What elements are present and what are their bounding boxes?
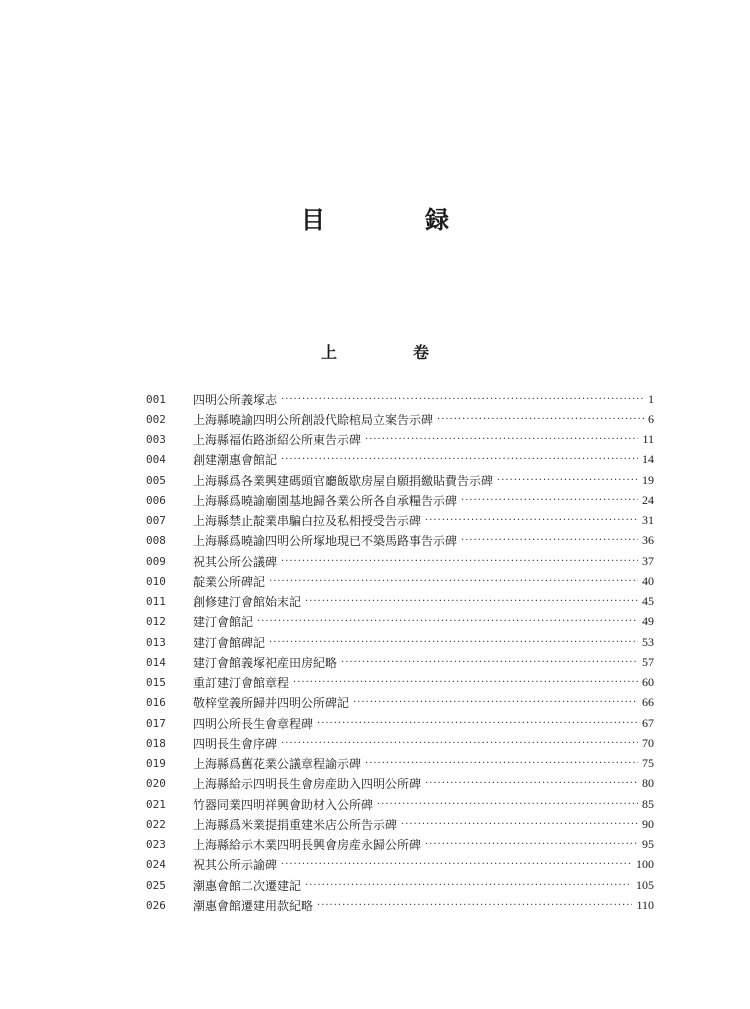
toc-entry[interactable] [146,895,654,915]
toc-entry-title: 創建潮惠會館記 [193,453,278,468]
toc-leader-dots [317,900,632,911]
table-of-contents [146,389,654,916]
toc-entry-page: 105 [636,877,654,892]
toc-entry-title: 創修建汀會館始末記 [193,595,302,610]
toc-entry-number: 018 [146,736,166,750]
toc-entry-number: 011 [146,595,166,609]
toc-leader-dots [353,697,638,708]
toc-leader-dots [281,394,644,405]
toc-entry[interactable] [146,855,654,875]
toc-entry[interactable] [146,450,654,470]
toc-entry-number: 006 [146,493,166,507]
toc-entry-title: 上海縣爲各業興建碼頭官廳飯歇房屋自願捐繳貼費告示碑 [193,473,494,488]
toc-entry-number: 004 [146,453,166,467]
toc-entry-title: 四明公所義塚志 [193,392,278,407]
toc-entry-page: 85 [642,796,654,811]
toc-entry-title: 上海縣爲米業提捐重建米店公所告示碑 [193,817,398,832]
toc-entry-page: 90 [642,816,654,831]
toc-entry-page: 67 [642,715,654,730]
toc-leader-dots [365,434,638,445]
toc-entry[interactable] [146,389,654,409]
toc-entry-page: 66 [642,695,654,710]
toc-entry-page: 100 [636,857,654,872]
toc-entry-page: 95 [642,837,654,852]
toc-entry[interactable] [146,673,654,693]
toc-entry-title: 上海縣爲曉諭廟園基地歸各業公所各自承糧告示碑 [193,493,458,508]
toc-entry-title: 建汀會館記 [193,615,254,630]
toc-entry-title: 上海縣給示四明長生會房産助入四明公所碑 [193,777,422,792]
toc-leader-dots [425,515,638,526]
toc-leader-dots [461,535,638,546]
toc-entry-number: 010 [146,574,166,588]
toc-leader-dots [257,616,638,627]
toc-entry-page: 11 [642,432,654,447]
toc-entry-number: 007 [146,514,166,528]
toc-entry-page: 24 [642,492,654,507]
toc-entry-number: 014 [146,655,166,669]
toc-entry[interactable] [146,612,654,632]
toc-entry[interactable] [146,713,654,733]
toc-entry-page: 80 [642,776,654,791]
toc-leader-dots [365,758,638,769]
toc-entry[interactable] [146,511,654,531]
toc-leader-dots [269,576,638,587]
toc-entry-title: 潮惠會館二次遷建記 [193,878,302,893]
toc-entry-number: 026 [146,898,166,912]
toc-entry-page: 40 [642,573,654,588]
toc-entry-title: 上海縣福佑路浙紹公所東告示碑 [193,433,362,448]
toc-entry-title: 建汀會館義塚祀産田房紀略 [193,655,338,670]
toc-leader-dots [341,657,638,668]
toc-leader-dots [497,475,638,486]
toc-entry-number: 013 [146,635,166,649]
toc-entry[interactable] [146,814,654,834]
toc-leader-dots [281,454,638,465]
toc-entry[interactable] [146,551,654,571]
toc-entry-title: 上海縣爲曉諭四明公所塚地現已不築馬路事告示碑 [193,534,458,549]
toc-entry-page: 53 [642,634,654,649]
toc-entry[interactable] [146,409,654,429]
toc-entry-page: 49 [642,614,654,629]
toc-entry-title: 敬梓堂義所歸并四明公所碑記 [193,696,350,711]
toc-entry-title: 四明公所長生會章程碑 [193,716,314,731]
toc-entry[interactable] [146,571,654,591]
toc-entry-number: 003 [146,433,166,447]
toc-entry-page: 70 [642,735,654,750]
toc-entry-number: 025 [146,878,166,892]
toc-entry-number: 009 [146,554,166,568]
toc-leader-dots [425,778,638,789]
toc-entry-number: 008 [146,534,166,548]
toc-entry-page: 60 [642,675,654,690]
toc-entry-number: 020 [146,777,166,791]
toc-entry-number: 012 [146,615,166,629]
toc-entry[interactable] [146,835,654,855]
toc-entry[interactable] [146,794,654,814]
toc-entry-title: 重訂建汀會館章程 [193,676,290,691]
toc-entry[interactable] [146,652,654,672]
toc-entry-title: 上海縣禁止靛業串騙白拉及私相授受告示碑 [193,514,422,529]
toc-entry-title: 潮惠會館遷建用款紀略 [193,898,314,913]
toc-entry-number: 024 [146,858,166,872]
toc-entry-title: 祝其公所示諭碑 [193,858,278,873]
toc-entry-number: 021 [146,797,166,811]
toc-entry[interactable] [146,875,654,895]
toc-entry[interactable] [146,531,654,551]
toc-entry-title: 祝其公所公議碑 [193,554,278,569]
toc-entry-page: 57 [642,654,654,669]
page-title: 目 録 [301,205,487,234]
toc-entry-title: 建汀會館碑記 [193,635,266,650]
toc-entry-title: 上海縣給示木業四明長興會房産永歸公所碑 [193,838,422,853]
toc-leader-dots [281,859,632,870]
toc-entry-page: 45 [642,594,654,609]
toc-leader-dots [281,556,638,567]
toc-entry-number: 022 [146,817,166,831]
toc-entry[interactable] [146,774,654,794]
toc-entry-page: 31 [642,513,654,528]
volume-title: 上 卷 [320,343,459,362]
toc-leader-dots [281,738,638,749]
toc-leader-dots [377,799,638,810]
toc-entry-number: 019 [146,757,166,771]
toc-leader-dots [317,718,638,729]
toc-entry-page: 110 [636,897,654,912]
toc-leader-dots [401,819,638,830]
toc-leader-dots [305,596,638,607]
toc-entry[interactable] [146,490,654,510]
toc-entry[interactable] [146,733,654,753]
toc-entry[interactable] [146,632,654,652]
toc-entry-number: 002 [146,412,166,426]
toc-leader-dots [461,495,638,506]
toc-entry[interactable] [146,693,654,713]
toc-entry-page: 6 [648,411,654,426]
toc-entry[interactable] [146,592,654,612]
toc-leader-dots [269,637,638,648]
toc-entry-title: 四明長生會序碑 [193,736,278,751]
toc-entry-number: 016 [146,696,166,710]
toc-entry-page: 19 [642,472,654,487]
toc-leader-dots [305,880,632,891]
toc-leader-dots [293,677,638,688]
toc-leader-dots [437,414,644,425]
toc-leader-dots [425,839,638,850]
toc-entry-page: 36 [642,533,654,548]
toc-entry-page: 75 [642,756,654,771]
toc-entry-page: 37 [642,553,654,568]
toc-entry-title: 上海縣曉諭四明公所創設代賒棺局立案告示碑 [193,412,434,427]
toc-entry[interactable] [146,430,654,450]
toc-entry-number: 001 [146,392,166,406]
toc-entry-number: 023 [146,838,166,852]
toc-entry-title: 竹器同業四明祥興會助材入公所碑 [193,797,374,812]
toc-entry-title: 上海縣爲舊花業公議章程諭示碑 [193,757,362,772]
toc-entry-page: 1 [648,391,654,406]
toc-entry-number: 017 [146,716,166,730]
toc-entry-title: 靛業公所碑記 [193,574,266,589]
toc-entry[interactable] [146,470,654,490]
toc-entry-number: 015 [146,676,166,690]
toc-entry-number: 005 [146,473,166,487]
toc-entry-page: 14 [642,452,654,467]
toc-entry[interactable] [146,754,654,774]
